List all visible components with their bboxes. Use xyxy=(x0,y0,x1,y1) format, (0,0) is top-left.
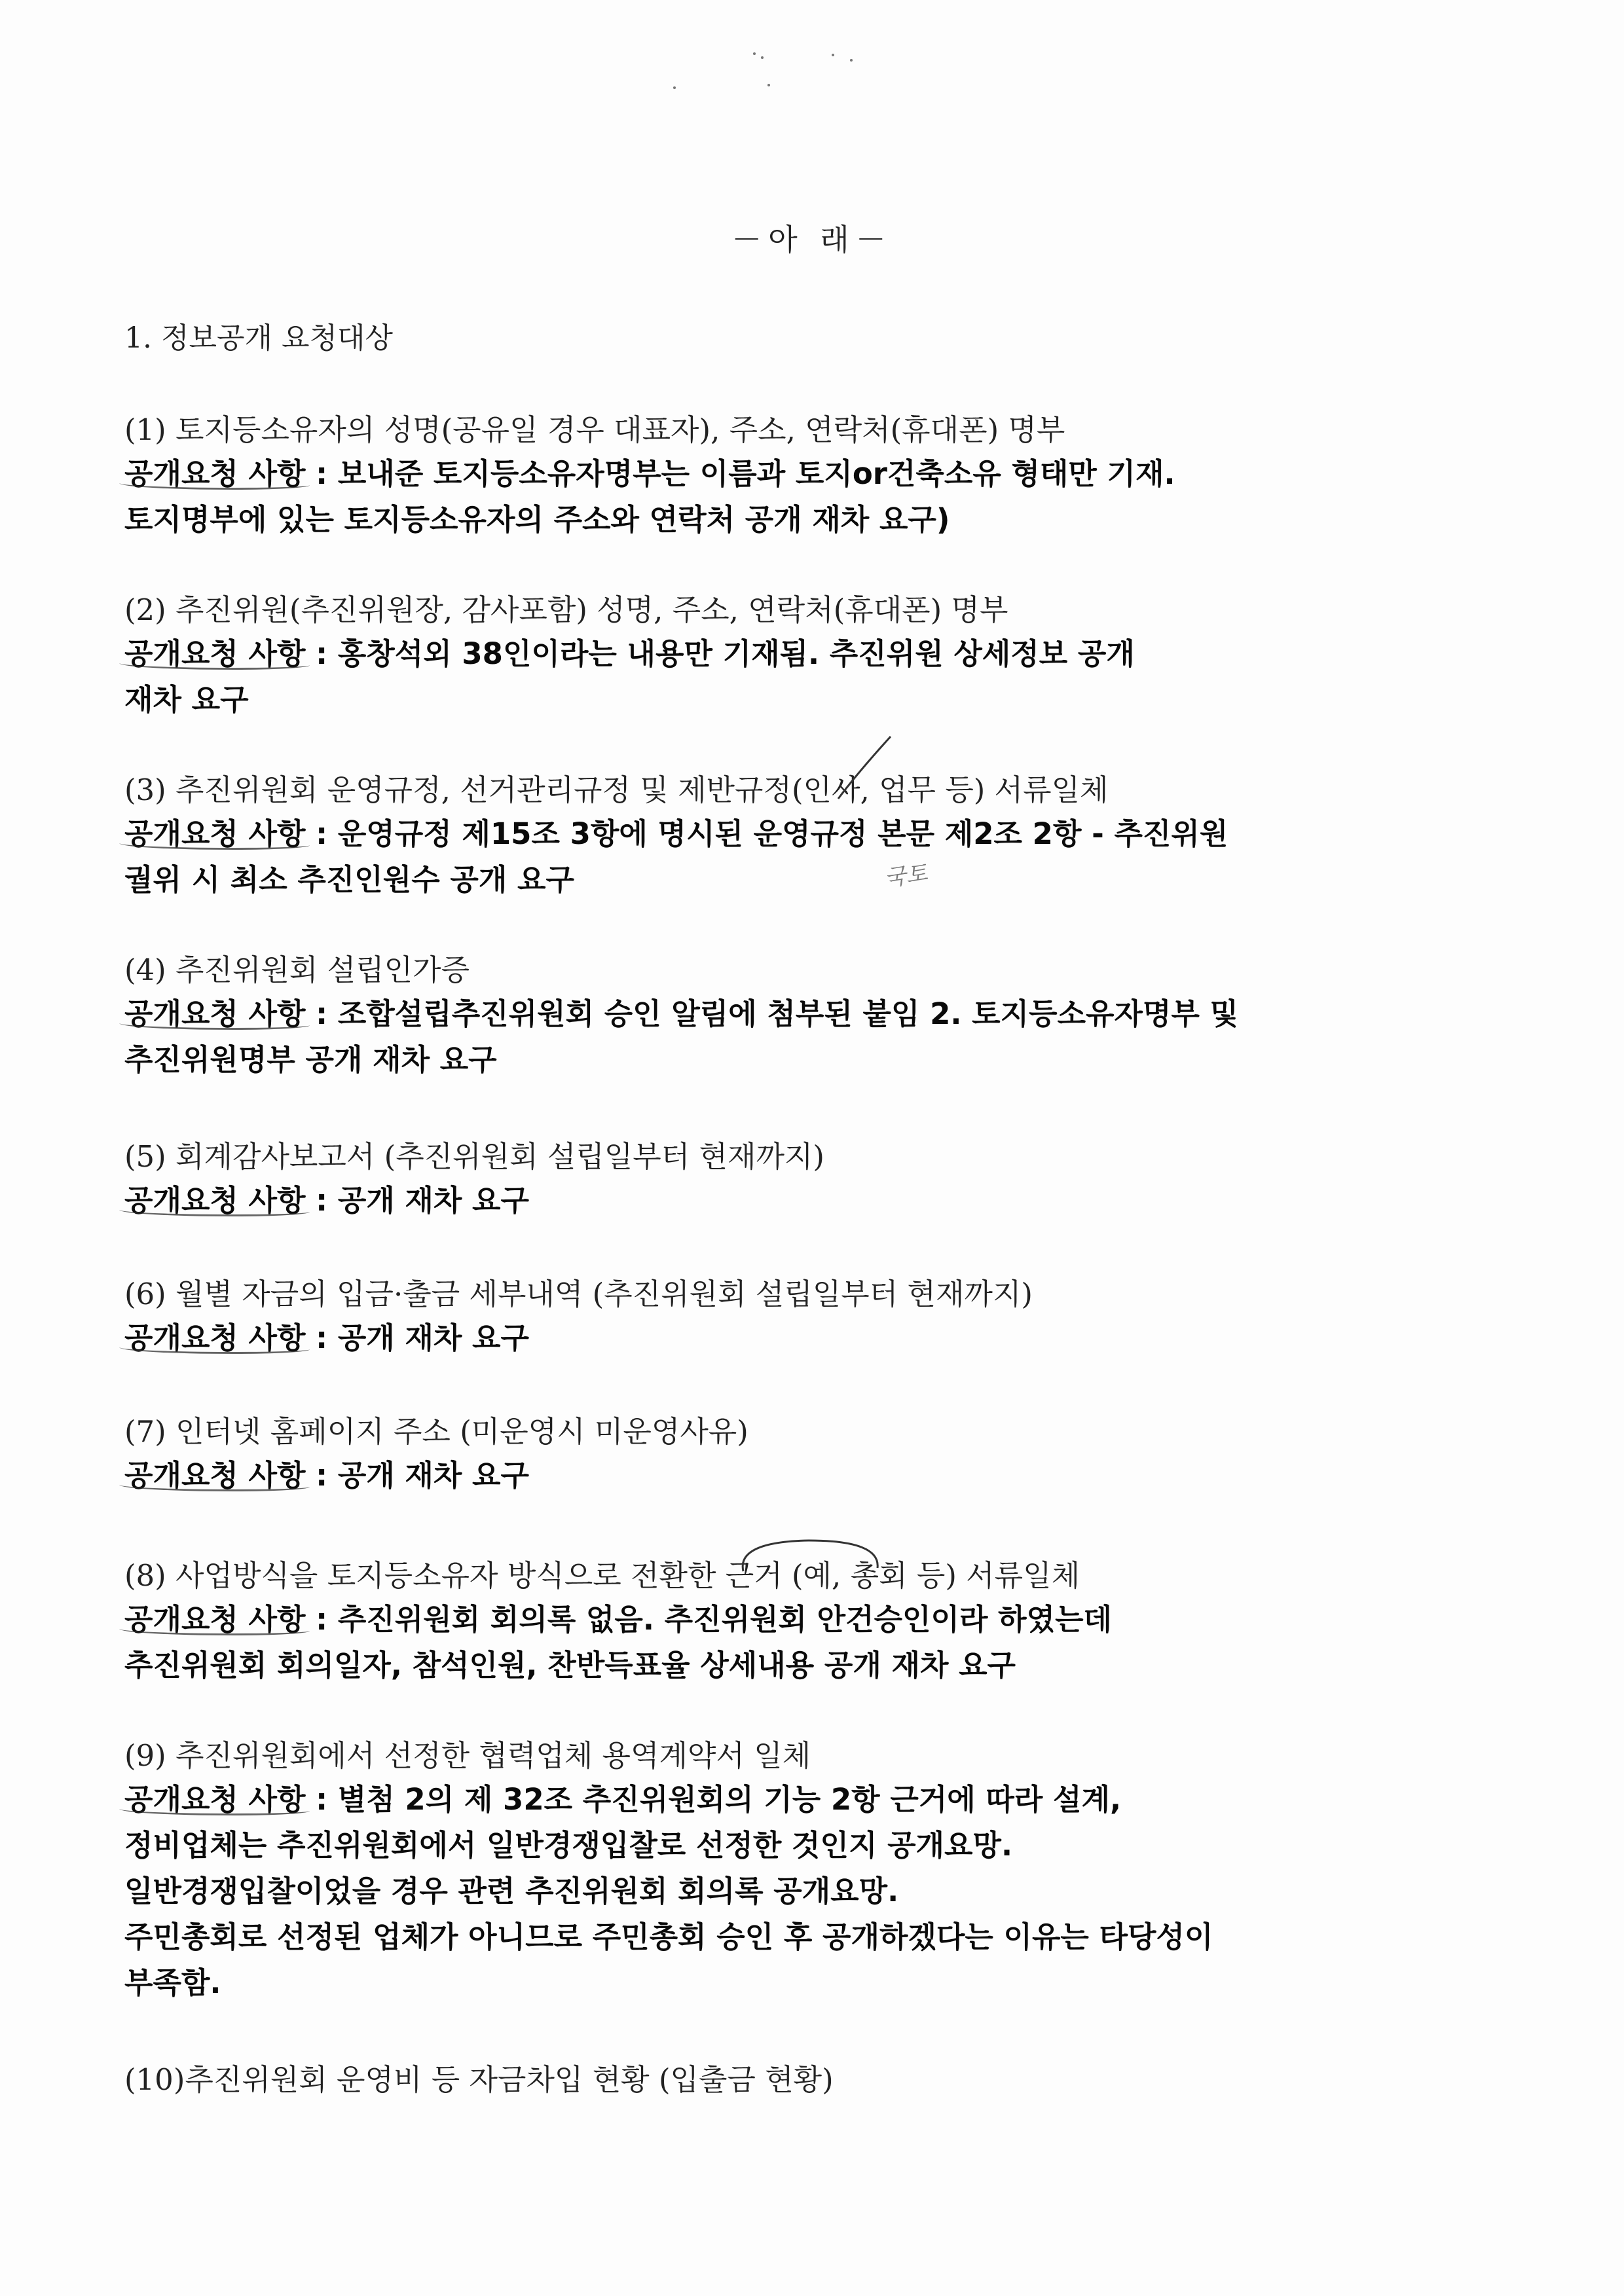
request-answer-line xyxy=(124,1178,1486,1224)
request-answer-line xyxy=(124,811,1486,857)
answer-text: : 운영규정 제15조 3항에 명시된 운영규정 본문 제2조 2항 - 추진위원 xyxy=(305,816,1228,851)
request-item-title: (8) 사업방식을 토지등소유자 방식으로 전환한 근거 (예, 총회 등) 서류일체 xyxy=(124,1558,1080,1593)
answer-text: : 보내준 토지등소유자명부는 이름과 토지or건축소유 형태만 기재. xyxy=(305,456,1175,491)
answer-label-wrap xyxy=(124,1458,306,1493)
request-item xyxy=(124,1735,1486,2006)
request-item-title: (2) 추진위원(추진위원장, 감사포함) 성명, 주소, 연락처(휴대폰) 명부 xyxy=(124,592,1008,627)
handwritten-note: 국토 xyxy=(883,860,929,892)
request-answer-line xyxy=(124,1315,1486,1361)
request-item-title: (7) 인터넷 홈페이지 주소 (미운영시 미운영사유) xyxy=(124,1414,748,1449)
request-answer-line: 일반경쟁입찰이었을 경우 관련 추진위원회 회의록 공개요망. xyxy=(124,1874,899,1908)
request-answer-line xyxy=(124,1777,1486,1823)
answer-label: 공개요청 사항 xyxy=(124,456,306,491)
request-answer-line: 토지명부에 있는 토지등소유자의 주소와 연락처 공개 재차 요구) xyxy=(124,502,950,537)
request-answer-line: 주민총회로 선정된 업체가 아니므로 주민총회 승인 후 공개하겠다는 이유는 타당성이 xyxy=(124,1920,1213,1954)
answer-label: 공개요청 사항 xyxy=(124,1458,306,1493)
request-item-title: (5) 회계감사보고서 (추진위원회 설립일부터 현재까지) xyxy=(124,1139,824,1174)
request-item-title: (1) 토지등소유자의 성명(공유일 경우 대표자), 주소, 연락처(휴대폰) 명부 xyxy=(124,412,1065,447)
answer-text: : 공개 재차 요구 xyxy=(305,1183,529,1218)
answer-label-wrap xyxy=(124,636,306,671)
scan-specks xyxy=(655,46,917,98)
request-answer-line xyxy=(124,1597,1486,1643)
answer-label: 공개요청 사항 xyxy=(124,1782,306,1817)
request-item xyxy=(124,2059,1486,2101)
request-item-title: (6) 월별 자금의 입금·출금 세부내역 (추진위원회 설립일부터 현재까지) xyxy=(124,1277,1033,1311)
request-item xyxy=(124,949,1486,1083)
request-answer-line: 부족함. xyxy=(124,1965,221,2000)
request-answer-line: 정비업체는 추진위원회에서 일반경쟁입찰로 선정한 것인지 공개요망. xyxy=(124,1828,1013,1863)
request-item xyxy=(124,1555,1486,1688)
request-item xyxy=(124,1273,1486,1361)
answer-label: 공개요청 사항 xyxy=(124,1183,306,1218)
answer-label: 공개요청 사항 xyxy=(124,1602,306,1637)
answer-text: : 별첨 2의 제 32조 추진위원회의 기능 2항 근거에 따라 설계, xyxy=(305,1782,1122,1817)
answer-label: 공개요청 사항 xyxy=(124,816,306,851)
request-item-title: (9) 추진위원회에서 선정한 협력업체 용역계약서 일체 xyxy=(124,1738,811,1773)
request-item xyxy=(124,409,1486,543)
answer-label-wrap xyxy=(124,1602,306,1637)
document-title: －아 래－ xyxy=(731,222,893,257)
answer-label: 공개요청 사항 xyxy=(124,636,306,671)
answer-text: : 추진위원회 회의록 없음. 추진위원회 안건승인이라 하였는데 xyxy=(305,1602,1113,1637)
answer-label-wrap xyxy=(124,996,306,1031)
request-item xyxy=(124,589,1486,723)
answer-label-wrap xyxy=(124,456,306,491)
answer-text: : 공개 재차 요구 xyxy=(305,1321,529,1355)
request-item-title: (4) 추진위원회 설립인가증 xyxy=(124,953,470,987)
answer-label-wrap xyxy=(124,1321,306,1355)
request-answer-line: 추진위원명부 공개 재차 요구 xyxy=(124,1042,497,1077)
answer-label-wrap xyxy=(124,1183,306,1218)
request-answer-line: 추진위원회 회의일자, 참석인원, 찬반득표율 상세내용 공개 재차 요구 xyxy=(124,1648,1016,1683)
answer-text: : 조합설립추진위원회 승인 알림에 첨부된 붙임 2. 토지등소유자명부 및 xyxy=(305,996,1239,1031)
section-heading: 1. 정보공개 요청대상 xyxy=(124,321,393,355)
request-answer-line xyxy=(124,631,1486,677)
answer-text: : 공개 재차 요구 xyxy=(305,1458,529,1493)
answer-label-wrap xyxy=(124,1782,306,1817)
request-item-title: (3) 추진위원회 운영규정, 선거관리규정 및 제반규정(인사, 업무 등) 서류일체 xyxy=(124,773,1109,807)
request-item-title: (10)추진위원회 운영비 등 자금차입 현황 (입출금 현황) xyxy=(124,2062,834,2097)
answer-text: : 홍창석외 38인이라는 내용만 기재됨. 추진위원 상세정보 공개 xyxy=(305,636,1135,671)
request-answer-line xyxy=(124,451,1486,497)
request-answer-line xyxy=(124,1453,1486,1499)
answer-label-wrap xyxy=(124,816,306,851)
answer-label: 공개요청 사항 xyxy=(124,996,306,1031)
request-item xyxy=(124,1411,1486,1499)
request-answer-line xyxy=(124,991,1486,1037)
request-item xyxy=(124,769,1486,903)
request-answer-line: 재차 요구 xyxy=(124,682,249,717)
request-item xyxy=(124,1136,1486,1224)
request-answer-line: 궐위 시 최소 추진인원수 공개 요구 xyxy=(124,862,574,897)
answer-label: 공개요청 사항 xyxy=(124,1321,306,1355)
